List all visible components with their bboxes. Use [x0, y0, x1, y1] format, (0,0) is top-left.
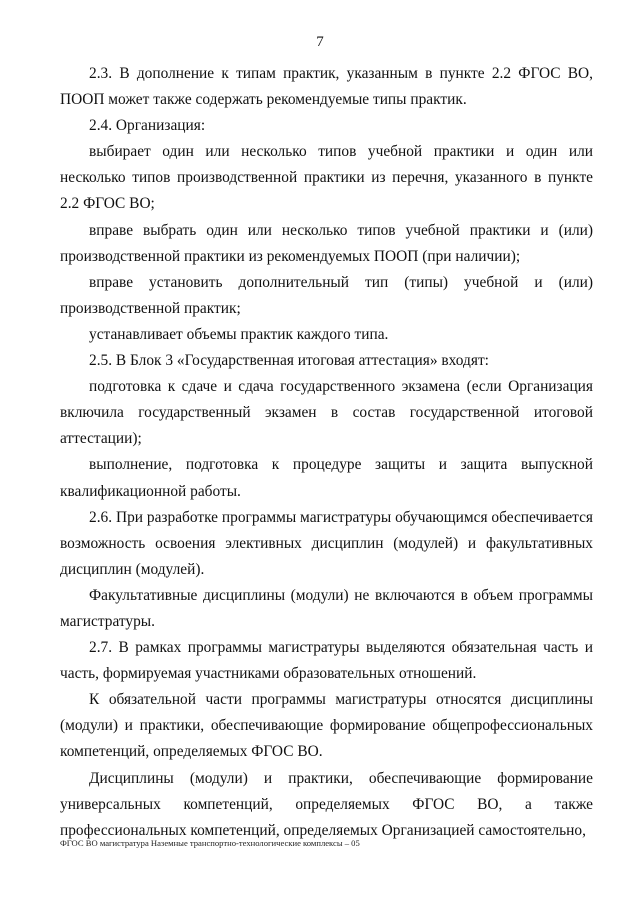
- paragraph-select-practice-types: выбирает один или несколько типов учебной практики и один или несколько типов производственной практики из перечня, указанного в пункте 2.2 ФГОС ВО;: [60, 143, 593, 213]
- page-footer: ФГОС ВО магистратура Наземные транспортно-технологические комплексы – 05: [60, 838, 360, 848]
- paragraph-sets-volumes: устанавливает объемы практик каждого типа.: [89, 325, 389, 343]
- paragraph-2-3: 2.3. В дополнение к типам практик, указанным в пункте 2.2 ФГОС ВО, ПООП может также содержать рекомендуемые типы практик.: [60, 65, 593, 109]
- paragraph-optional-disciplines: Факультативные дисциплины (модули) не включаются в объем программы магистратуры.: [60, 586, 593, 630]
- paragraph-may-set-additional: вправе установить дополнительный тип (типы) учебной и (или) производственной практик;: [60, 273, 593, 317]
- paragraph-mandatory-part: К обязательной части программы магистратуры относятся дисциплины (модули) и практики, обеспечивающие формирование общепрофессиональных компетенций, определяемых ФГОС ВО.: [60, 691, 593, 761]
- paragraph-2-4-heading: 2.4. Организация:: [89, 117, 206, 135]
- paragraph-2-7: 2.7. В рамках программы магистратуры выделяются обязательная часть и часть, формируемая участниками образовательных отношений.: [60, 639, 593, 683]
- page-number: 7: [316, 34, 324, 50]
- paragraph-may-choose-recommended: вправе выбрать один или несколько типов учебной практики и (или) производственной практики из рекомендуемых ПООП (при наличии);: [60, 221, 593, 265]
- paragraph-2-6: 2.6. При разработке программы магистратуры обучающимся обеспечивается возможность освоения элективных дисциплин (модулей) и факультативных дисциплин (модулей).: [60, 508, 593, 578]
- paragraph-universal-competencies: Дисциплины (модули) и практики, обеспечивающие формирование универсальных компетенций, определяемых ФГОС ВО, а также профессиональных компетенций, определяемых Организацией самостоятельно,: [60, 769, 593, 839]
- paragraph-state-exam: подготовка к сдаче и сдача государственного экзамена (если Организация включила государственный экзамен в состав государственной итоговой аттестации);: [60, 378, 593, 448]
- paragraph-final-thesis: выполнение, подготовка к процедуре защиты и защита выпускной квалификационной работы.: [60, 456, 593, 500]
- document-body: [60, 61, 593, 844]
- paragraph-2-5: 2.5. В Блок 3 «Государственная итоговая аттестация» входят:: [89, 352, 489, 370]
